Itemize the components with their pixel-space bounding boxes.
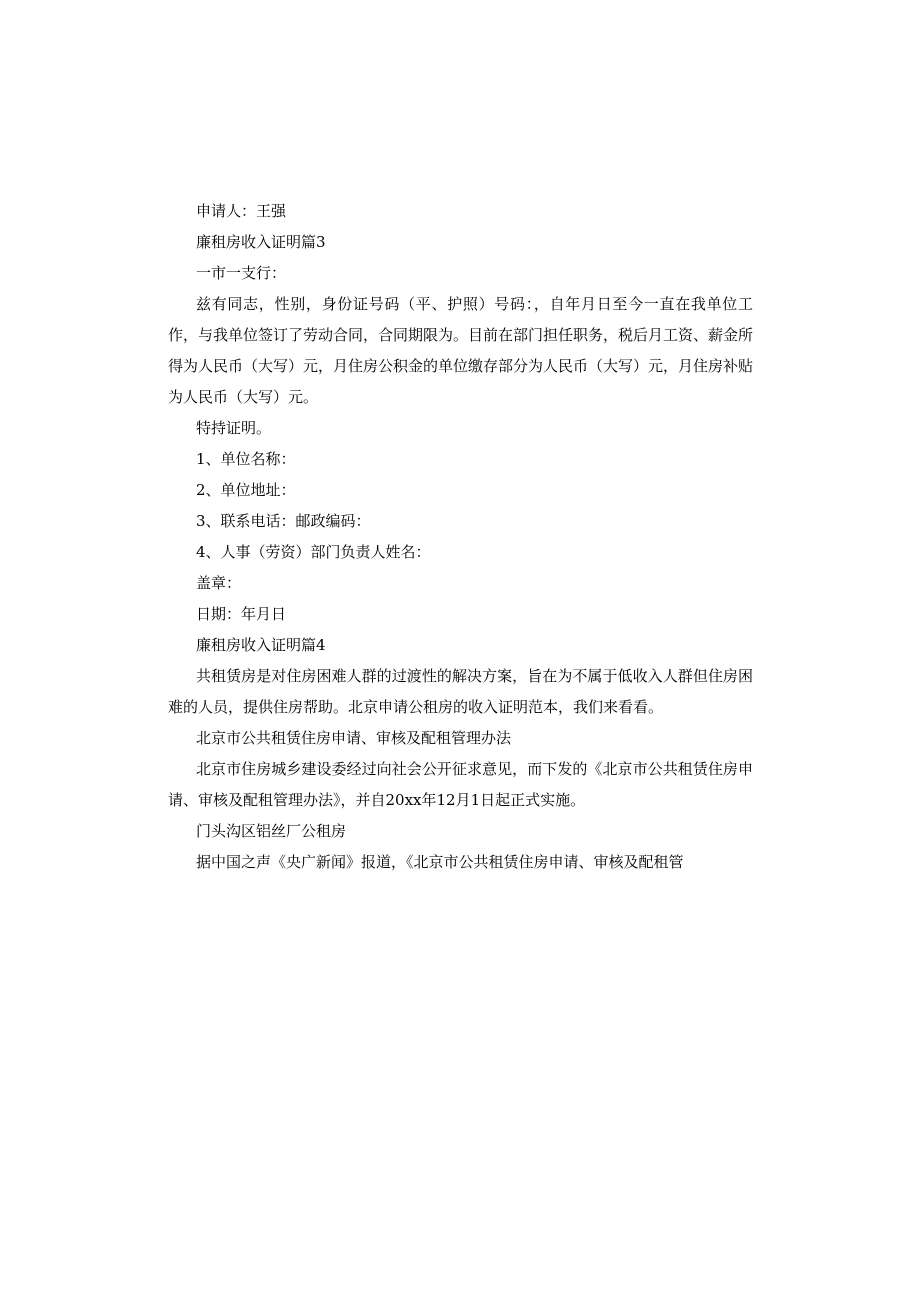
field-unit-address: 2、单位地址： (196, 481, 296, 499)
regulation-title: 北京市公共租赁住房申请、审核及配租管理办法 (196, 729, 512, 747)
regulation-paragraph: 北京市住房城乡建设委经过向社会公开征求意见，而下发的《北京市公共租赁住房申请、审核及配租管理办法》，并自20xx年12月1日起正式实施。 (168, 760, 753, 809)
field-hr-contact: 4、人事（劳资）部门负责人姓名： (196, 543, 431, 561)
news-paragraph: 据中国之声《央广新闻》报道，《北京市公共租赁住房申请、审核及配租管 (196, 853, 684, 871)
project-title: 门头沟区铝丝厂公租房 (196, 822, 347, 840)
section-heading-4: 廉租房收入证明篇4 (196, 636, 326, 654)
public-rental-intro: 共租赁房是对住房困难人群的过渡性的解决方案，旨在为不属于低收入人群但住房困难的人员，提供住房帮助。北京申请公租房的收入证明范本，我们来看看。 (168, 667, 753, 716)
section-heading-3: 廉租房收入证明篇3 (196, 233, 326, 251)
document-body (168, 196, 753, 878)
field-phone-postcode: 3、联系电话：邮政编码： (196, 512, 371, 530)
certification-closing: 特持证明。 (196, 419, 272, 437)
field-unit-name: 1、单位名称： (196, 450, 296, 468)
applicant-line: 申请人：王强 (196, 202, 287, 220)
addressee-line: 一市一支行： (196, 264, 287, 282)
certification-body: 兹有同志，性别，身份证号码（平、护照）号码：，自年月日至今一直在我单位工作，与我单位签订了劳动合同，合同期限为。目前在部门担任职务，税后月工资、薪金所得为人民币（大写）元，月住房公积金的单位缴存部分为人民币（大写）元，月住房补贴为人民币（大写）元。 (168, 295, 754, 406)
field-seal: 盖章： (196, 574, 242, 592)
field-date: 日期：年月日 (196, 605, 287, 623)
